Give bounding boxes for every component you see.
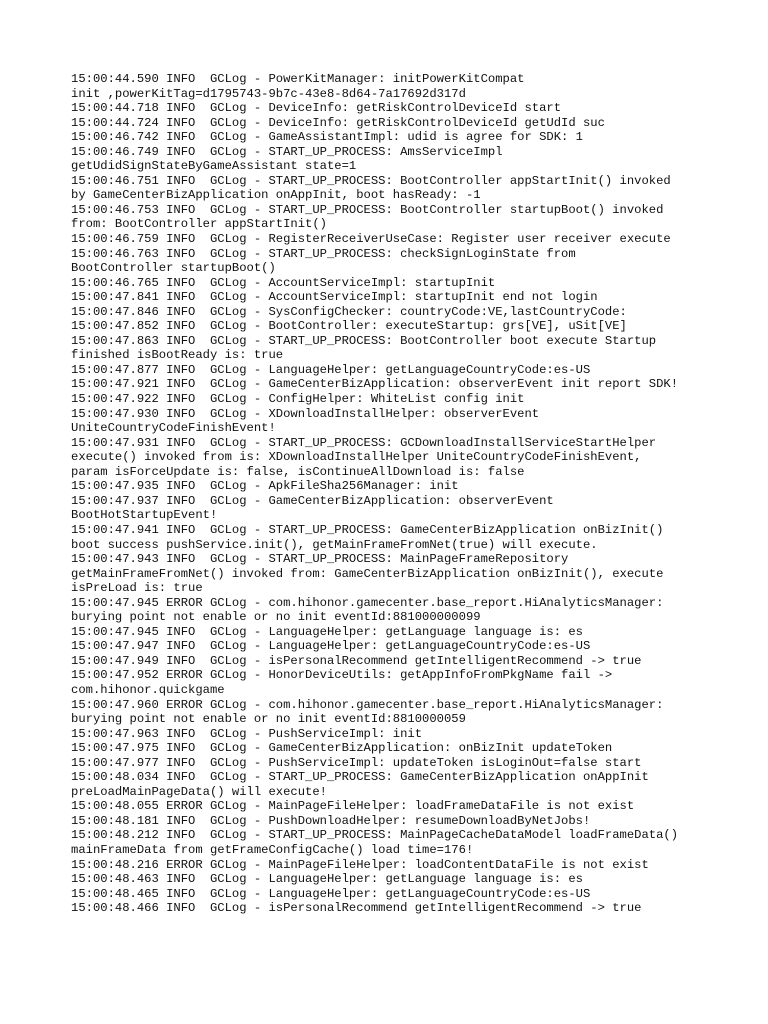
log-line: 15:00:47.922 INFO GCLog - ConfigHelper: WhiteList config init xyxy=(71,392,525,407)
log-line: UniteCountryCodeFinishEvent! xyxy=(71,421,276,436)
log-line: 15:00:46.742 INFO GCLog - GameAssistantImpl: udid is agree for SDK: 1 xyxy=(71,130,583,145)
log-line: 15:00:47.921 INFO GCLog - GameCenterBizApplication: observerEvent init report SDK! xyxy=(71,377,679,392)
log-line: 15:00:47.930 INFO GCLog - XDownloadInstallHelper: observerEvent xyxy=(71,406,540,421)
log-line: 15:00:44.724 INFO GCLog - DeviceInfo: getRiskControlDeviceId getUdId suc xyxy=(71,115,605,130)
log-line: burying point not enable or no init eventId:881000000099 xyxy=(71,610,481,625)
log-line: BootHotStartupEvent! xyxy=(71,508,218,523)
log-line: 15:00:46.765 INFO GCLog - AccountServiceImpl: startupInit xyxy=(71,275,496,290)
log-line: 15:00:48.463 INFO GCLog - LanguageHelper: getLanguage language is: es xyxy=(71,872,583,887)
log-line: 15:00:47.841 INFO GCLog - AccountServiceImpl: startupInit end not login xyxy=(71,290,598,305)
log-line: 15:00:47.977 INFO GCLog - PushServiceImpl: updateToken isLoginOut=false start xyxy=(71,755,642,770)
log-line: 15:00:44.590 INFO GCLog - PowerKitManager: initPowerKitCompat xyxy=(71,72,525,86)
log-line: execute() invoked from is: XDownloadInstallHelper UniteCountryCodeFinishEvent, xyxy=(71,450,642,465)
log-line: 15:00:46.763 INFO GCLog - START_UP_PROCESS: checkSignLoginState from xyxy=(71,246,576,261)
log-line: 15:00:47.846 INFO GCLog - SysConfigChecker: countryCode:VE,lastCountryCode: xyxy=(71,304,627,319)
log-line: 15:00:47.935 INFO GCLog - ApkFileSha256Manager: init xyxy=(71,479,459,494)
log-line: init ,powerKitTag=d1795743-9b7c-43e8-8d64-7a17692d317d xyxy=(71,86,466,101)
log-line: com.hihonor.quickgame xyxy=(71,682,225,697)
log-line: 15:00:48.212 INFO GCLog - START_UP_PROCESS: MainPageCacheDataModel loadFrameData() xyxy=(71,828,679,843)
log-line: 15:00:44.718 INFO GCLog - DeviceInfo: getRiskControlDeviceId start xyxy=(71,101,562,116)
log-line: 15:00:47.945 INFO GCLog - LanguageHelper: getLanguage language is: es xyxy=(71,624,583,639)
log-line: BootController startupBoot() xyxy=(71,261,276,276)
log-line: boot success pushService.init(), getMainFrameFromNet(true) will execute. xyxy=(71,537,598,552)
log-line: 15:00:48.466 INFO GCLog - isPersonalRecommend getIntelligentRecommend -> true xyxy=(71,901,642,916)
log-line: 15:00:46.749 INFO GCLog - START_UP_PROCESS: AmsServiceImpl xyxy=(71,144,503,159)
log-line: preLoadMainPageData() will execute! xyxy=(71,784,327,799)
log-line: burying point not enable or no init eventId:8810000059 xyxy=(71,712,466,727)
log-line: param isForceUpdate is: false, isContinueAllDownload is: false xyxy=(71,464,525,479)
log-line: 15:00:47.877 INFO GCLog - LanguageHelper: getLanguageCountryCode:es-US xyxy=(71,362,591,377)
log-line: 15:00:48.055 ERROR GCLog - MainPageFileHelper: loadFrameDataFile is not exist xyxy=(71,799,635,814)
log-line: 15:00:46.759 INFO GCLog - RegisterReceiverUseCase: Register user receiver execute xyxy=(71,232,671,247)
log-line: 15:00:47.975 INFO GCLog - GameCenterBizApplication: onBizInit updateToken xyxy=(71,741,613,756)
log-line: 15:00:47.943 INFO GCLog - START_UP_PROCESS: MainPageFrameRepository xyxy=(71,552,569,567)
log-line: 15:00:47.963 INFO GCLog - PushServiceImpl: init xyxy=(71,726,423,741)
log-line: 15:00:47.947 INFO GCLog - LanguageHelper: getLanguageCountryCode:es-US xyxy=(71,639,591,654)
log-line: 15:00:47.960 ERROR GCLog - com.hihonor.gamecenter.base_report.HiAnalyticsManager: xyxy=(71,697,664,712)
log-line: isPreLoad is: true xyxy=(71,581,203,596)
log-line: finished isBootReady is: true xyxy=(71,348,284,363)
log-line: 15:00:47.949 INFO GCLog - isPersonalRecommend getIntelligentRecommend -> true xyxy=(71,653,642,668)
log-line: getMainFrameFromNet() invoked from: GameCenterBizApplication onBizInit(), execute xyxy=(71,566,664,581)
log-line: 15:00:47.952 ERROR GCLog - HonorDeviceUtils: getAppInfoFromPkgName fail -> xyxy=(71,668,613,683)
log-line: 15:00:48.034 INFO GCLog - START_UP_PROCESS: GameCenterBizApplication onAppInit xyxy=(71,770,649,785)
log-line: from: BootController appStartInit() xyxy=(71,217,327,232)
log-line: 15:00:48.465 INFO GCLog - LanguageHelper: getLanguageCountryCode:es-US xyxy=(71,886,591,901)
log-line: 15:00:47.931 INFO GCLog - START_UP_PROCESS: GCDownloadInstallServiceStartHelper xyxy=(71,435,657,450)
log-line: 15:00:46.751 INFO GCLog - START_UP_PROCESS: BootController appStartInit() invoked xyxy=(71,173,671,188)
log-line: 15:00:47.863 INFO GCLog - START_UP_PROCESS: BootController boot execute Startup xyxy=(71,333,657,348)
log-line: mainFrameData from getFrameConfigCache() load time=176! xyxy=(71,842,474,857)
log-line: 15:00:46.753 INFO GCLog - START_UP_PROCESS: BootController startupBoot() invoked xyxy=(71,202,664,217)
log-line: 15:00:47.941 INFO GCLog - START_UP_PROCESS: GameCenterBizApplication onBizInit() xyxy=(71,522,664,537)
log-line: 15:00:48.216 ERROR GCLog - MainPageFileHelper: loadContentDataFile is not exist xyxy=(71,857,649,872)
log-line: getUdidSignStateByGameAssistant state=1 xyxy=(71,159,357,174)
log-output xyxy=(71,72,731,916)
log-line: 15:00:47.945 ERROR GCLog - com.hihonor.gamecenter.base_report.HiAnalyticsManager: xyxy=(71,595,664,610)
log-line: 15:00:48.181 INFO GCLog - PushDownloadHelper: resumeDownloadByNetJobs! xyxy=(71,813,591,828)
log-line: 15:00:47.852 INFO GCLog - BootController: executeStartup: grs[VE], uSit[VE] xyxy=(71,319,627,334)
log-line: 15:00:47.937 INFO GCLog - GameCenterBizApplication: observerEvent xyxy=(71,493,554,508)
log-line: by GameCenterBizApplication onAppInit, boot hasReady: -1 xyxy=(71,188,481,203)
